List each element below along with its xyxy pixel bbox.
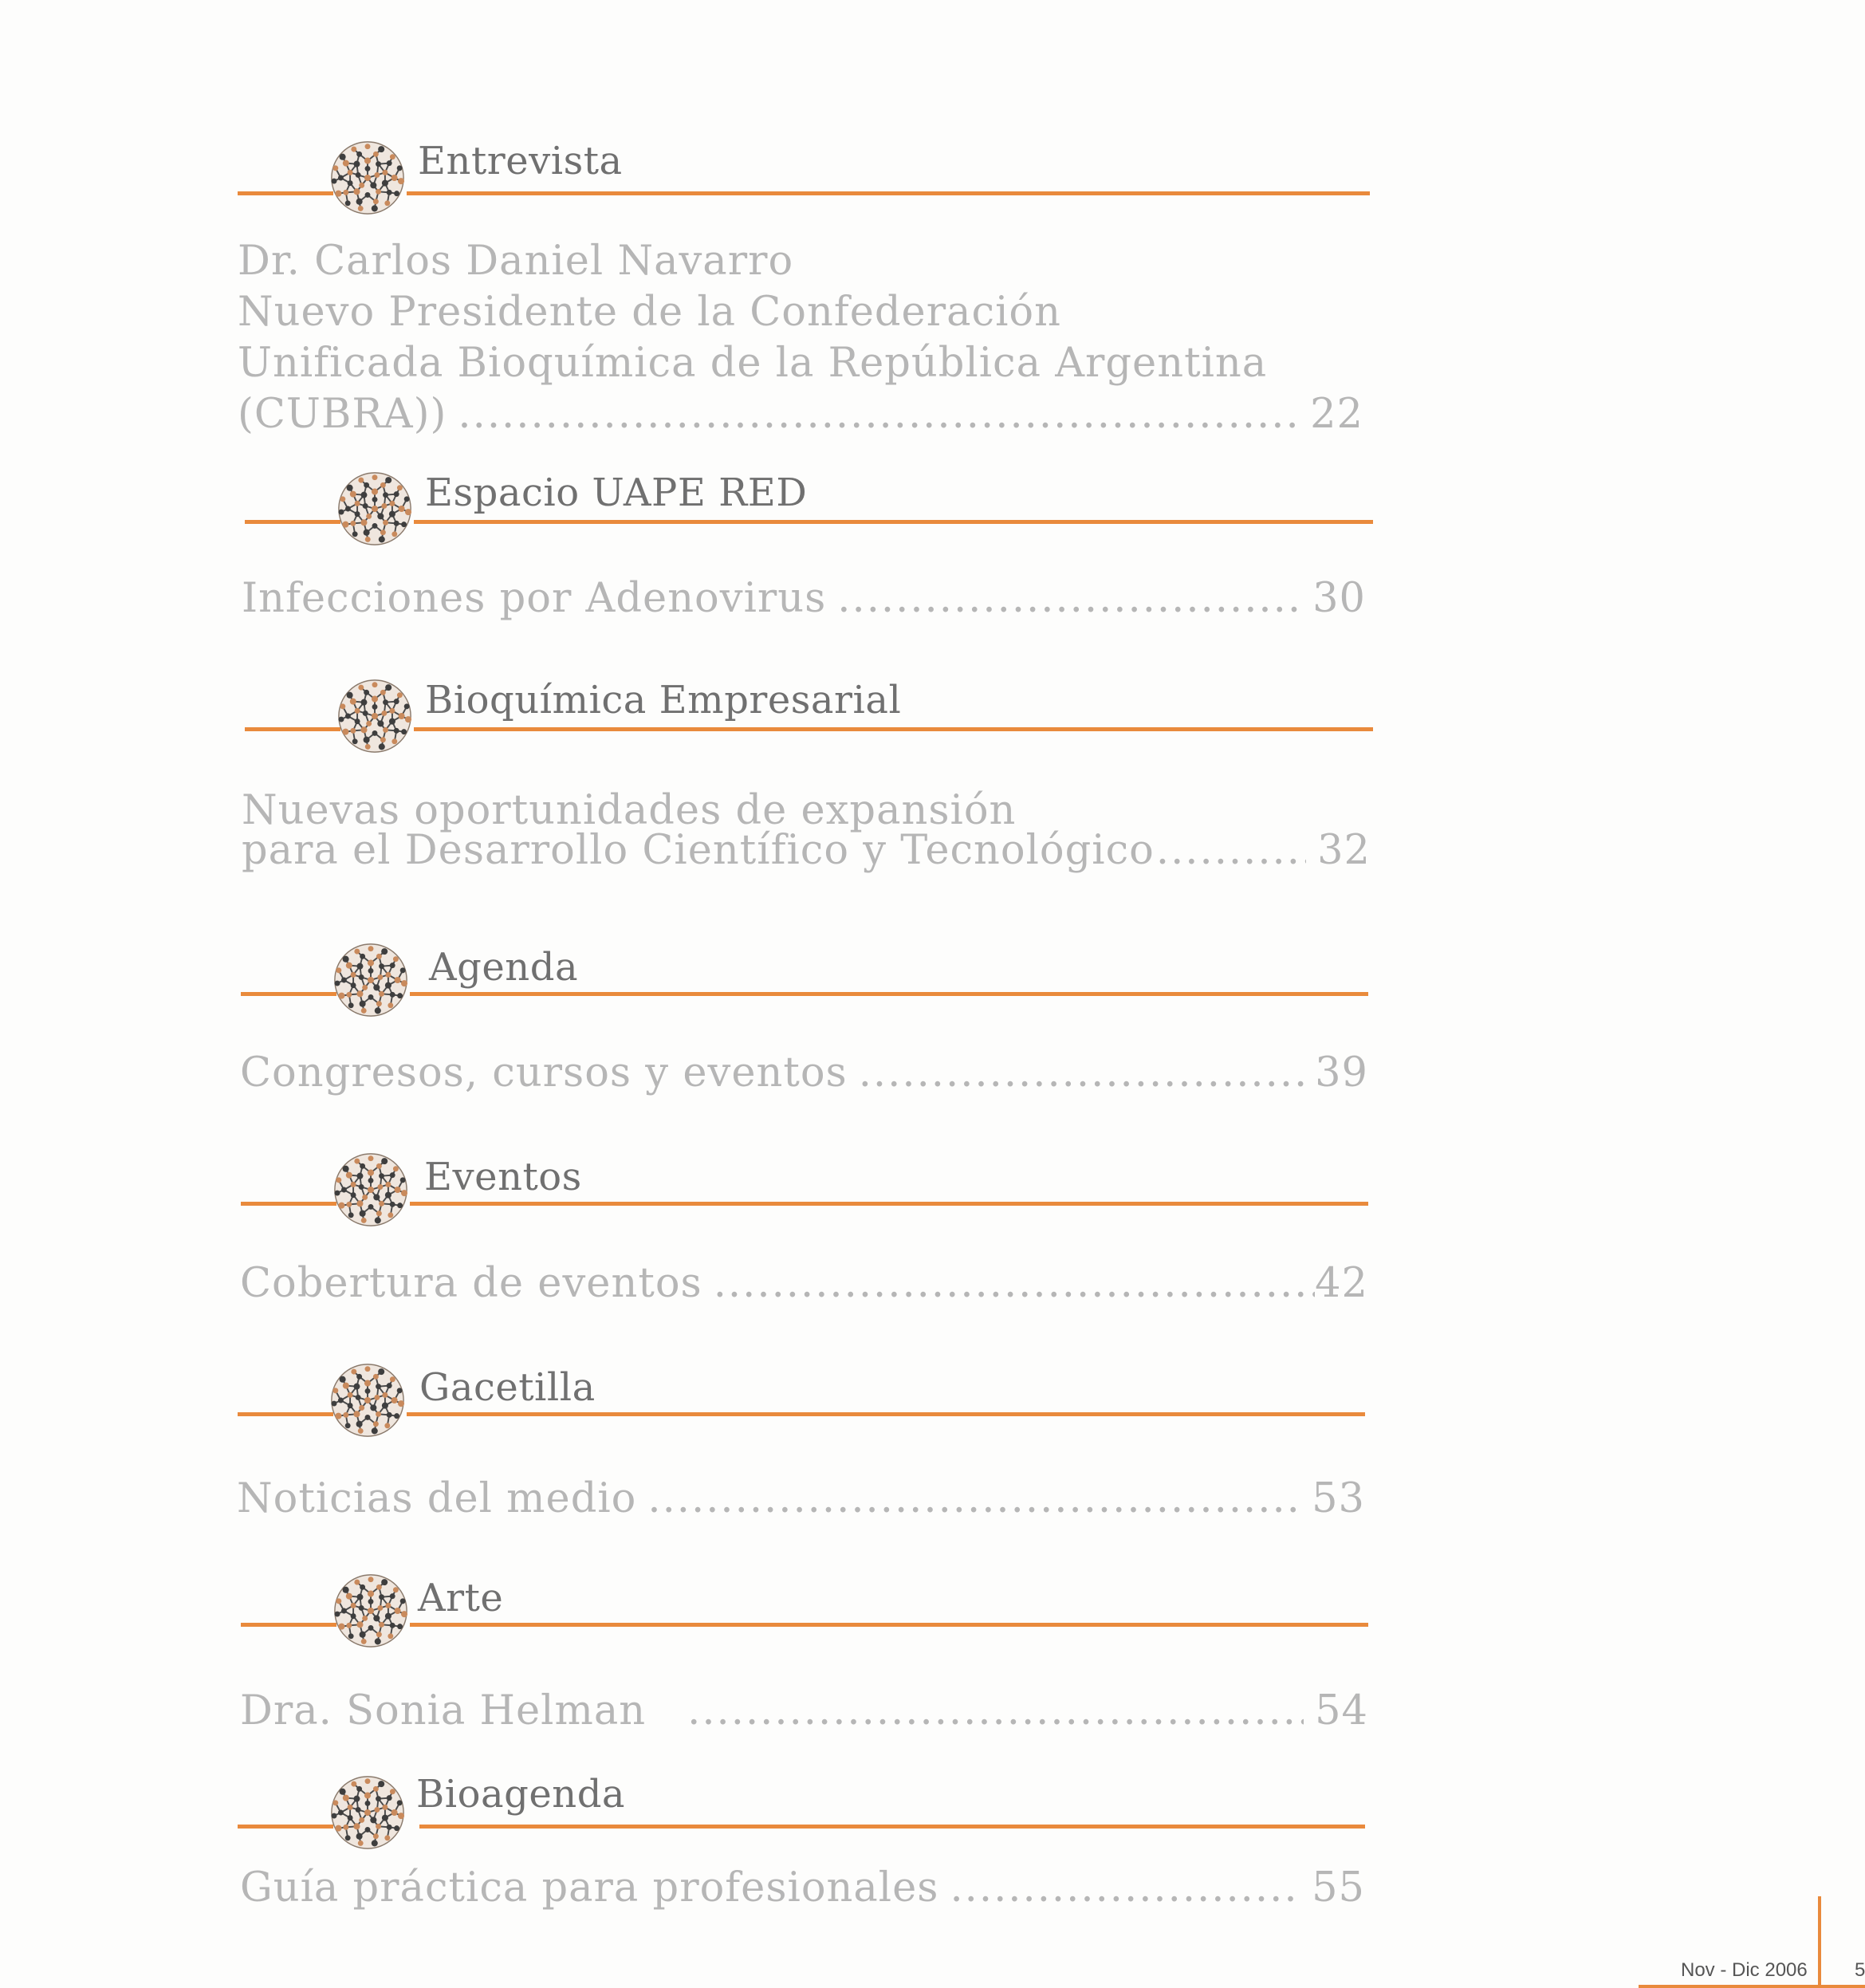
section-heading-agenda [241, 938, 1368, 1025]
section-title: Agenda [429, 945, 579, 990]
entry-text-line: (CUBRA)) [238, 391, 447, 438]
section-heading-gacetilla [238, 1358, 1365, 1446]
section-title: Bioquímica Empresarial [425, 678, 902, 722]
heading-rule-right [410, 992, 1368, 996]
section-heading-eventos [241, 1148, 1368, 1235]
footer-divider [1818, 1896, 1821, 1988]
footer-page-number: 5 [1855, 1959, 1865, 1981]
entry-text-line: Unificada Bioquímica de la República Argentina [238, 340, 1268, 387]
footer-rule [1639, 1985, 1865, 1988]
section-heading-arte [241, 1569, 1368, 1656]
page-number: 30 [1312, 575, 1366, 622]
entry-text-line: Noticias del medio [237, 1475, 637, 1522]
page-number: 32 [1317, 827, 1371, 874]
fullerene-molecule-icon [336, 678, 413, 754]
page-number: 42 [1315, 1260, 1368, 1307]
section-heading-entrevista [238, 136, 1370, 223]
fullerene-molecule-icon [332, 942, 409, 1018]
section-title: Entrevista [418, 139, 623, 183]
toc-entry[interactable] [242, 787, 1371, 874]
toc-entry[interactable] [240, 1686, 1368, 1737]
heading-rule-right [419, 1825, 1365, 1829]
fullerene-molecule-icon [329, 1774, 406, 1851]
heading-rule-right [414, 520, 1373, 524]
section-title: Bioagenda [416, 1772, 626, 1817]
dot-leader [950, 1863, 1300, 1914]
section-heading-espacio-uape-red [245, 466, 1373, 554]
fullerene-molecule-icon [332, 1573, 409, 1649]
toc-entry[interactable] [237, 1474, 1365, 1525]
toc-entry[interactable] [238, 236, 1363, 440]
entry-text-line: para el Desarrollo Científico y Tecnológico [242, 827, 1155, 874]
toc-entry[interactable] [242, 573, 1366, 624]
dot-leader [714, 1258, 1315, 1309]
entry-text-line: Dra. Sonia Helman [240, 1687, 647, 1734]
entry-text-line: Nuevo Presidente de la Confederación [238, 289, 1061, 336]
entry-text-line: Congresos, cursos y eventos [240, 1049, 848, 1096]
section-title: Arte [418, 1576, 504, 1620]
dot-leader [458, 389, 1299, 440]
section-heading-bioagenda [238, 1770, 1365, 1858]
fullerene-molecule-icon [336, 470, 413, 547]
heading-rule-left [238, 1412, 333, 1416]
entry-text-line: Dr. Carlos Daniel Navarro [238, 238, 794, 285]
heading-rule-left [245, 727, 340, 731]
section-title: Gacetilla [419, 1365, 596, 1410]
heading-rule-right [414, 727, 1373, 731]
dot-leader [687, 1686, 1304, 1737]
heading-rule-left [241, 1623, 336, 1627]
page-number: 55 [1312, 1864, 1365, 1911]
section-heading-bioquimica-empresarial [245, 674, 1373, 762]
heading-rule-left [238, 191, 333, 195]
issue-date: Nov - Dic 2006 [1681, 1959, 1808, 1981]
heading-rule-left [245, 520, 340, 524]
page-number: 22 [1310, 391, 1363, 438]
fullerene-molecule-icon [332, 1151, 409, 1228]
dot-leader [837, 573, 1301, 624]
dot-leader [647, 1474, 1300, 1525]
entry-text-line: Guía práctica para profesionales [240, 1864, 939, 1911]
dot-leader [1156, 831, 1306, 871]
toc-entry[interactable] [240, 1048, 1368, 1099]
heading-rule-right [410, 1623, 1368, 1627]
heading-rule-right [410, 1202, 1368, 1206]
page-number: 39 [1315, 1049, 1368, 1096]
heading-rule-left [241, 1202, 336, 1206]
section-title: Espacio UAPE RED [425, 470, 808, 515]
toc-entry[interactable] [240, 1258, 1368, 1309]
fullerene-molecule-icon [329, 1362, 406, 1439]
toc-entry[interactable] [240, 1863, 1365, 1914]
heading-rule-left [238, 1825, 333, 1829]
entry-text-line: Cobertura de eventos [240, 1260, 702, 1307]
dot-leader [859, 1048, 1304, 1099]
page-number: 54 [1315, 1687, 1368, 1734]
heading-rule-right [407, 1412, 1365, 1416]
section-title: Eventos [424, 1155, 582, 1199]
entry-text-line: Infecciones por Adenovirus [242, 575, 827, 622]
heading-rule-left [241, 992, 336, 996]
fullerene-molecule-icon [329, 140, 406, 216]
heading-rule-right [407, 191, 1370, 195]
page-number: 53 [1312, 1475, 1365, 1522]
entry-text-line: Nuevas oportunidades de expansión [242, 787, 1017, 834]
